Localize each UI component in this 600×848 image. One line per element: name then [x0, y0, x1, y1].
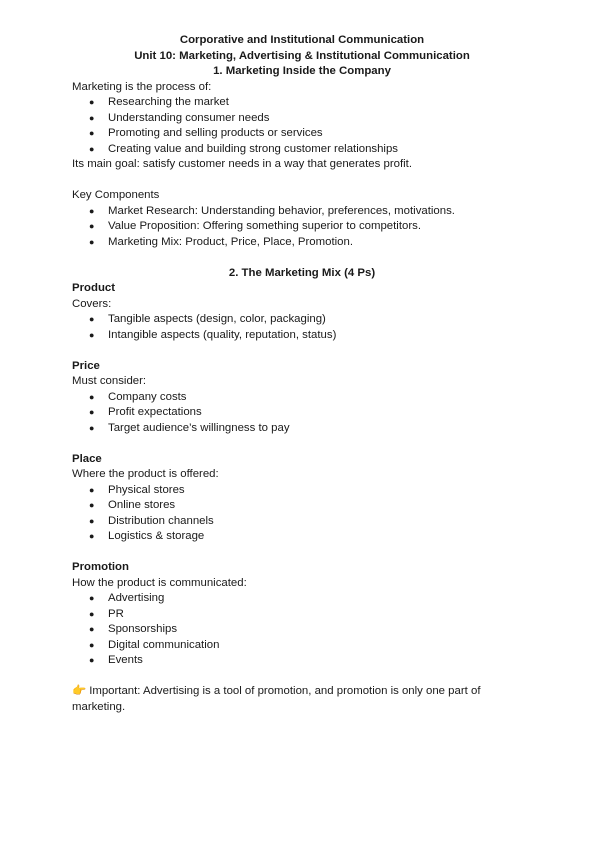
list-item: ● PR [72, 607, 532, 623]
bullet-icon: ● [89, 608, 95, 619]
section2-heading: 2. The Marketing Mix (4 Ps) [228, 266, 376, 279]
list-item: ● Company costs [72, 390, 532, 406]
bullet-icon: ● [89, 422, 95, 433]
product-intro: Covers: [72, 297, 112, 310]
document-title-line2: Unit 10: Marketing, Advertising & Institutional Communication [134, 49, 470, 62]
place-intro: Where the product is offered: [72, 468, 219, 480]
list-item: ● Value Proposition: Offering something superior to competitors. [72, 219, 532, 235]
bullet-icon: ● [89, 314, 95, 324]
section1-goal: Its main goal: satisfy customer needs in a way that generates profit. [72, 158, 412, 170]
bullet-icon: ● [89, 484, 95, 495]
bullet-icon: ● [89, 143, 95, 154]
bullet-icon: ● [89, 97, 95, 107]
price-list [72, 390, 532, 437]
promotion-heading: Promotion [72, 561, 129, 573]
key-components-label: Key Components [72, 189, 160, 201]
list-item: ● Marketing Mix: Product, Price, Place, Promotion. [72, 235, 532, 251]
section1-intro: Marketing is the process of: [72, 80, 212, 93]
place-heading: Place [72, 452, 102, 465]
promotion-intro: How the product is communicated: [72, 576, 247, 589]
list-item: ● Logistics & storage [72, 529, 532, 545]
list-item: ● Profit expectations [72, 405, 532, 421]
bullet-icon: ● [89, 391, 95, 402]
list-item: ● Online stores [72, 498, 532, 514]
list-item: ● Distribution channels [72, 514, 532, 530]
pointing-hand-icon: 👉 [72, 685, 87, 697]
list-item: ● Market Research: Understanding behavior, preferences, motivations. [72, 204, 532, 220]
bullet-icon: ● [89, 407, 95, 417]
section1-list [72, 95, 532, 157]
bullet-icon: ● [89, 112, 95, 123]
list-item: ● Creating value and building strong customer relationships [72, 142, 532, 158]
bullet-icon: ● [89, 531, 95, 541]
document-title-line1: Corporative and Institutional Communication [179, 34, 425, 46]
bullet-icon: ● [89, 329, 95, 340]
price-intro: Must consider: [72, 375, 147, 387]
list-item: ● Advertising [72, 591, 532, 607]
product-list [72, 312, 532, 343]
list-item: ● Intangible aspects (quality, reputation, status) [72, 328, 532, 344]
list-item: ● Target audience’s willingness to pay [72, 421, 532, 437]
list-item: ● Physical stores [72, 483, 532, 499]
list-item: ● Events [72, 653, 532, 669]
list-item: ● Sponsorships [72, 622, 532, 638]
bullet-icon: ● [89, 221, 95, 231]
list-item: ● Digital communication [72, 638, 532, 654]
bullet-icon: ● [89, 128, 95, 138]
section1-heading: 1. Marketing Inside the Company [213, 65, 391, 77]
document-page [72, 33, 532, 715]
place-list [72, 483, 532, 545]
bullet-icon: ● [89, 236, 95, 247]
product-heading: Product [72, 282, 116, 294]
bullet-icon: ● [89, 655, 95, 665]
price-heading: Price [72, 359, 100, 372]
important-note-text: Important: Advertising is a tool of promotion, and promotion is only one part of marketing. [72, 685, 481, 713]
list-item: ● Promoting and selling products or services [72, 126, 532, 142]
bullet-icon: ● [89, 515, 95, 526]
bullet-icon: ● [89, 593, 95, 603]
important-note [72, 684, 532, 715]
key-components-list [72, 204, 532, 251]
promotion-list [72, 591, 532, 669]
bullet-icon: ● [89, 205, 95, 216]
bullet-icon: ● [89, 639, 95, 650]
bullet-icon: ● [89, 624, 95, 634]
list-item: ● Understanding consumer needs [72, 111, 532, 127]
list-item: ● Tangible aspects (design, color, packaging) [72, 312, 532, 328]
bullet-icon: ● [89, 500, 95, 510]
list-item: ● Researching the market [72, 95, 532, 111]
